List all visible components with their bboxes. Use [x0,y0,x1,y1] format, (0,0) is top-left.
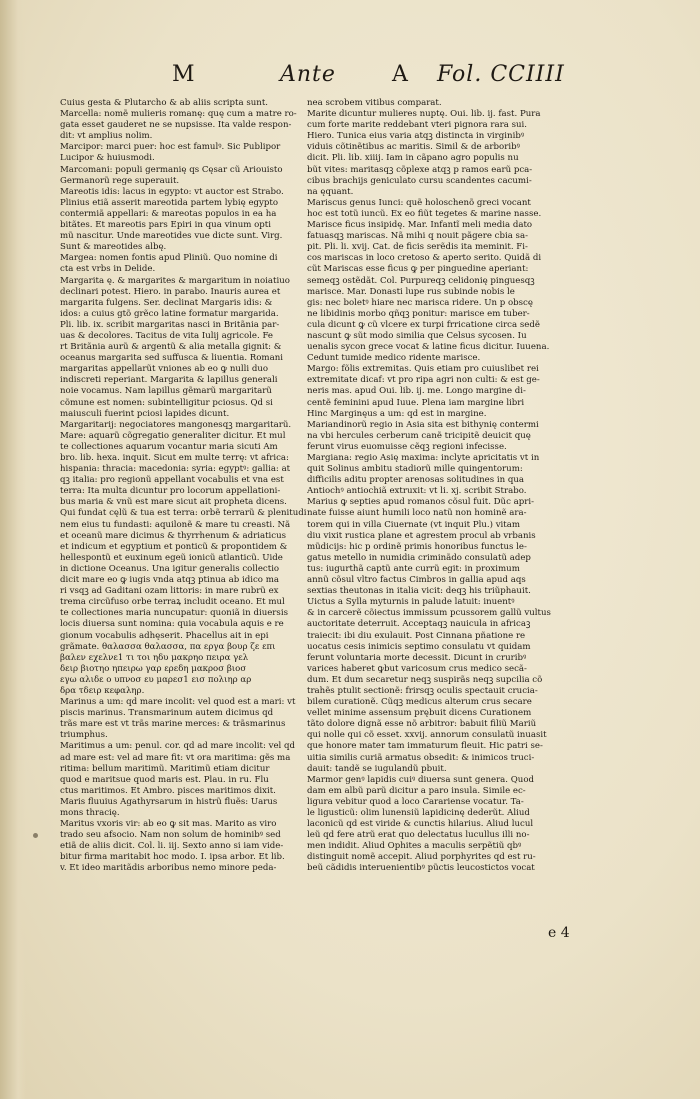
left-text-column [60,98,308,875]
text-line: Antiochꝰ antiochiã extruxit: vt li. xj. scribit Strabo. [307,486,527,497]
text-line: noie vocamus. Nam lapillus gẽmarũ margaritarũ [60,386,272,397]
text-line: Cedunt tumide medico ridente marisce. [307,353,481,364]
text-line: dam em albũ parũ dicitur a paro insula. Simile ec- [307,785,526,796]
text-line: etiã de aliis dicit. Col. li. iij. Sexto anno si iam vide- [60,841,284,852]
text-line: contermiã appellari: & mareotas populos in ea ha [60,208,277,219]
text-line: pit. Pli. li. xvij. Cat. de ficis serẽdis ita meminit. Fi- [307,242,528,253]
text-line: bũt vites: maritasqꝫ cõplexe atqꝫ p ramos earũ pca- [307,164,533,175]
text-line: Marmor genꝰ lapidis cuiꝰ diuersa sunt genera. Quod [307,774,535,785]
text-line: torem qui in villa Ciuernate (vt inquit Plu.) vitam [307,519,521,530]
text-line: ritima: bellum maritimũ. Maritimũ etiam dicitur [60,763,270,774]
text-line: laconicũ qd est viride & cunctis hilarius. Aliud lucul [307,819,534,830]
text-line: diu vixit rustica plane et agrestem procul ab vrbanis [307,530,536,541]
text-line: dauit: tandẽ se iugulandũ pbuit. [307,763,447,774]
text-line: indiscreti reperiant. Margarita & lapillus generali [60,375,278,386]
text-line: cum forte marite reddebant vteri pignora rara sui. [307,120,528,131]
text-line: nascunt ꝙ sũt modo similia que Celsus sycosen. Iu [307,330,527,341]
text-line: bitur firma maritabit hoc modo. I. ipsa arbor. Et lib. [60,852,285,863]
text-line: ferunt voluntaria morte decessit. Dicunt in cruribꝰ [307,652,527,663]
text-line: fatuasqꝫ mariscas. Nã mihi q nouit pãgere cbia sa- [307,231,528,242]
text-line: εγω αλιδε ο υπνοσ ευ μαρεσ1 εισ πολιηρ αρ [60,674,252,685]
text-line: Germanorũ rege superauit. [60,175,180,186]
text-line: cõmune est nomen: subintelligitur pciosus. Qd si [60,397,273,408]
text-line: gata esset gauderet ne se nupsisse. Ita valde respon- [60,120,292,131]
text-line: trado seu afsocio. Nam non solum de hominibꝰ sed [60,830,281,841]
text-line: cos mariscas in loco cretoso & aperto serito. Quidã di [307,253,542,264]
text-line: uenalis sycon grece vocat & latine ficus dicitur. Iuuena. [307,342,550,353]
binding-gutter [0,0,26,1099]
text-line: Marcella: nomẽ mulieris romanę: quę cum a matre ro- [60,109,297,120]
signature-mark: e 4 [548,925,570,941]
text-line: nate fuisse aiunt humili loco natũ non hominẽ ara- [307,508,527,519]
text-line: cũt Mariscas esse ficus ꝙ per pinguedine aperiant: [307,264,529,275]
text-line: gatus metello in numidia criminãdo consulatũ adep [307,552,531,563]
text-line: mũ nascitur. Unde mareotides vue dicte sunt. Virg. [60,231,283,242]
text-line: leũ qd fere atrũ erat quo delectatus lucullus illi no- [307,830,530,841]
text-line: ferunt virus euomuisse cẽqꝫ regioni infecisse. [307,441,507,452]
text-line: quit Solinus ambitu stadiorũ mille quingentorum: [307,464,523,475]
text-line: v. Et ideo maritãdis arboribus nemo minore peda- [60,863,277,874]
text-line: bilem curationẽ. Cũqꝫ medicus alterum crus secare [307,697,532,708]
running-header [110,62,640,92]
text-line: dicit mare eo ꝙ iugis vnda atqꝫ ptinua ab idico ma [60,575,279,586]
text-line: cibus brachijs geniculato cursu scandentes cacumi- [307,175,532,186]
text-line: hellespontũ et euxinum egeũ ionicũ atlanticũ. Uide [60,552,283,563]
text-line: Maritimus a um: penul. cor. qd ad mare incolit: vel qd [60,741,296,752]
text-line: margaritas appellarũt vniones ab eo ꝙ nulli duo [60,364,269,375]
right-text-column [307,98,575,875]
text-line: Marius ꝙ septies apud romanos cõsul fuit. Dũc apri- [307,497,535,508]
text-line: traiecit: ibi diu exulauit. Post Cinnana pñatione re [307,630,526,641]
text-line: tãto dolore dignã esse nõ arbitror: babuit filiũ Mariũ [307,719,537,730]
text-line: nea scrobem vitibus comparat. [307,98,442,108]
text-line: cta est vrbs in Delide. [60,264,156,275]
text-line: Margo: fõlis extremitas. Quis etiam pro cuiuslibet rei [307,364,539,375]
text-line: men indidit. Aliud Ophites a maculis serpẽtiũ qbꝰ [307,841,522,852]
text-line: Mare: aquarũ cõgregatio generaliter dicitur. Et mul [60,430,286,441]
text-line: δρα τδειρ κεφαληρ. [60,685,145,696]
text-line: trema circũfuso orbe terraꝝ includit oceano. Et mul [60,597,285,608]
text-line: ligura vebitur quod a loco Carariense vocatur. Ta- [307,796,524,807]
text-line: auctoritate deterruit. Acceptaqꝫ nauicula in africaꝫ [307,619,531,630]
text-line: te collectiones aquarum vocantur maria sicuti Am [60,441,278,452]
text-line: hispania: thracia: macedonia: syria: egyptꝰ: gallia: at [60,464,291,475]
text-line: beũ cãdidis interuenientibꝰ pũctis leucostictos vocat [307,863,535,874]
text-line: bro. lib. hexa. inquit. Sicut em multe terrę: vt africa: [60,453,289,463]
text-line: extremitate dicaf: vt pro ripa agri non culti: & est ge- [307,375,540,386]
text-line: in dictione Oceanus. Una igitur generalis collectio [60,563,280,574]
text-line: Margiana: regio Asię maxima: inclyte apricitatis vt in [307,453,540,463]
text-line: oceanus margarita sed suffusca & liuentia. Romani [60,353,283,364]
text-line: que honore mater tam immaturum fleuit. Hic patri se- [307,741,543,752]
text-line: et indicum et egyptium et ponticũ & propontidem & [60,541,288,552]
text-line: piscis marinus. Transmarinum autem dicimus qd [60,708,274,719]
text-line: ri vsqꝫ ad Gaditani ozam littoris: in mare rubrũ ex [60,586,279,597]
text-line: annũ cõsul vltro factus Cimbros in gallia apud aqs [307,575,526,586]
header-word: Ante [280,62,336,87]
text-line: Marite dicuntur mulieres nuptę. Oui. lib. ij. fast. Pura [307,109,541,120]
header-letter-right: A [392,62,409,87]
text-line: viduis cõtinẽtibus ac maritis. Simil & de arboribꝰ [307,142,520,153]
text-line: Maritus vxoris vir: ab eo ꝙ sit mas. Marito as viro [60,819,277,830]
text-line: Uictus a Sylla myturnis in palude latuit: inuentꝰ [307,597,515,608]
text-line: locis diuersa sunt nomina: quia vocabula aquis e re [60,619,284,630]
text-line: Mariscus genus Iunci: quẽ holoschenõ greci vocant [307,197,531,208]
text-line: dum. Et dum secaretur neqꝫ suspirãs neqꝫ supcilia cõ [307,674,543,685]
text-line: dicit. Pli. lib. xiiij. Iam in cãpano agro populis nu [307,153,519,164]
text-line: qui nolle qui cõ esset. xxvij. annorum consulatũ inuasit [307,730,547,741]
text-line: Mariandinorũ regio in Asia sita est bithynię contermi [307,419,539,430]
text-line: triumphus. [60,730,108,741]
text-line: Marcomani: populi germanię qs Cęsar cũ Ariouisto [60,164,283,175]
text-line: trãs mare est vt trãs marine merces: & trãsmarinus [60,719,286,730]
text-line: semeqꝫ ostẽdãt. Col. Purpureqꝫ celidonię pinguesqꝫ [307,275,535,286]
text-line: gis: nec boletꝰ hiare nec marisca ridere. Ũn p obscę [307,297,533,308]
text-line: βαλεν εχελνε1 τι τοι ηδυ μακρηο πειρα γελ [60,652,249,663]
text-line: & in carcerẽ cõiectus immissum pcussorem gallũ vultus [307,608,551,619]
text-line: Mareotis idis: lacus in egypto: vt auctor est Strabo. [60,186,284,197]
text-line: na vbi hercules cerberum canẽ tricipitẽ deuicit quę [307,430,531,441]
text-line: uas & decolores. Tacitus de vita Iulij agricole. Fe [60,330,274,341]
ink-spot [33,833,38,838]
text-line: Pli. lib. ix. scribit margaritas nasci in Britãnia par- [60,319,280,330]
text-line: difficilis aditu propter arenosas solitudines in qua [307,475,525,486]
text-line: Margea: nomen fontis apud Pliniũ. Quo nomine di [60,253,278,264]
text-line: idos: a cuius gtõ grẽco latine formatur margarida. [60,308,279,319]
text-line: bitãtes. Et mareotis pars Epiri in qua vinum opti [60,220,272,231]
text-line: distinguit nomẽ accepit. Aliud porphyrites qd est ru- [307,852,536,863]
text-line: ad mare est: vel ad mare fit: vt ora maritima: gẽs ma [60,752,291,763]
text-line: gionum vocabulis adhęserit. Phacellus ait in epi [60,630,269,641]
text-line: trahẽs ptulit sectionẽ: frirsqꝫ oculis spectauit crucia- [307,685,538,696]
text-line: terra: Ita multa dicuntur pro locorum appellationi- [60,486,281,497]
text-line: Sunt & mareotides albę. [60,242,167,253]
text-line: grãmate. θαλασσα θαλασσα, πα εργα βουρ ζε επι [60,641,276,652]
text-line: quod e maritsue quod maris est. Plau. in ru. Flu [60,774,269,785]
text-line: Margaritarij: negociatores mangonesqꝫ margaritarũ. [60,419,292,430]
text-line: dit: vt amplius nolim. [60,131,153,142]
text-line: Hinc Marginęus a um: qd est in margine. [307,408,487,419]
text-line: vellet minime assensum prębuit dicens Curationem [307,708,532,719]
text-line: et oceanũ mare dicimus & thyrrhenum & adriaticus [60,530,287,541]
text-line: qꝫ italia: pro regionũ appellant vocabulis et vna est [60,475,284,486]
text-line: centẽ feminini apud Iuue. Plena iam margine libri [307,397,525,408]
text-line: te collectiones maria nuncupatur: quoniã in diuersis [60,608,288,619]
text-line: le ligusticũ: olim lunensiũ lapidicinę dederũt. Aliud [307,808,530,818]
text-line: declinari potest. Hiero. in parabo. Inauris aurea et [60,286,281,297]
text-line: rt Britãnia aurũ & argentũ & alia metalla gignit: & [60,342,282,353]
text-line: Marinus a um: qd mare incolit: vel quod est a mari: vt [60,697,296,708]
text-line: mũdicijs: hic p ordinẽ primis honoribus functus le- [307,541,527,552]
text-line: marisce. Mar. Donasti lupe rus subinde nobis le [307,286,515,297]
text-line: δειρ βιοτηο ηπειρω γαρ ερεδη μακροσ βιοσ [60,663,247,674]
text-line: Marisce ficus insipidę. Mar. Infantĩ meli media dato [307,220,533,231]
text-line: Marcipor: marci puer: hoc est famulꝰ. Sic Publipor [60,142,281,153]
text-line: varices haberet ꝙbut varicosum crus medico secã- [307,663,527,674]
text-line: maiusculi fuerint pciosi lapides dicunt. [60,408,230,419]
text-line: tus: iugurthã captũ ante currũ egit: in proximum [307,563,520,574]
text-line: Maris fluuius Agathyrsarum in histrũ fluẽs: Uarus [60,796,278,807]
text-line: Margarita ę. & margarites & margaritum in noiatiuo [60,275,290,286]
text-line: neris mas. apud Oui. lib. ij. me. Longo margine di- [307,386,526,397]
text-line: mons thracię. [60,808,120,818]
text-line: uocatus cesis inimicis septimo consulatu vt quidam [307,641,531,652]
text-line: hoc est totũ iuncũ. Ex eo fiũt tegetes & marine nasse. [307,208,542,219]
text-line: Hiero. Tunica eius varia atqꝫ distincta in virginibꝰ [307,131,525,142]
text-line: bus maria & vnũ est mare sicut ait propheta dicens. [60,497,287,508]
text-line: Lucipor & huiusmodi. [60,153,155,164]
text-line: Cuius gesta & Plutarcho & ab aliis scripta sunt. [60,98,269,108]
text-line: na ęquant. [307,186,354,197]
text-line: ctus maritimos. Et Ambro. pisces maritimos dixit. [60,785,276,796]
folio-number: Fol. CCIIII [437,62,565,87]
text-line: margarita fulgens. Ser. declinat Margaris idis: & [60,297,273,308]
text-line: ne libidinis morbo qñqꝫ ponitur: marisce em tuber- [307,308,530,319]
text-line: uitia similis curiã armatus obsedit: & inimicos truci- [307,752,535,763]
text-line: Plinius etiã asserit mareotida partem lybię egypto [60,197,279,208]
text-line: sextias theutonas in italia vicit: deqꝫ his triũphauit. [307,586,531,597]
text-line: nem eius tu fundasti: aquilonẽ & mare tu creasti. Nã [60,519,291,530]
header-letter-left: M [172,62,196,87]
text-line: cula dicunt ꝙ cũ vlcere ex turpi frricatione circa sedẽ [307,319,540,330]
text-line: Qui fundat cęlũ & tua est terra: orbẽ terrarũ & plenitudi [60,508,307,519]
